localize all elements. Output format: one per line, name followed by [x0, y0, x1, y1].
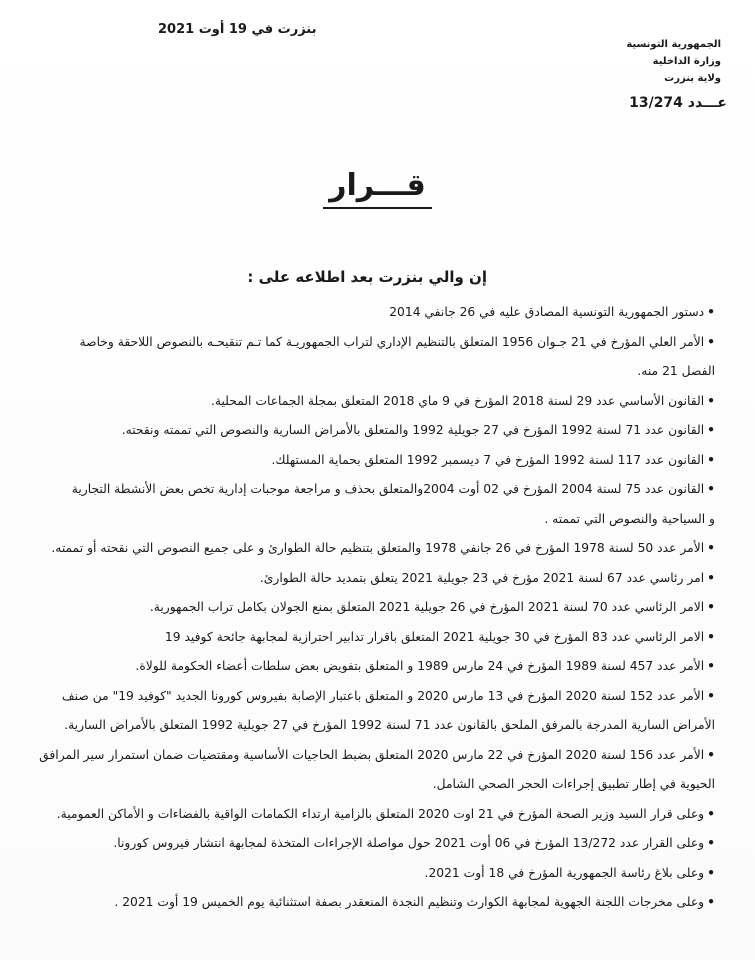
letterhead — [547, 36, 727, 111]
list-item-continuation: و السياحية والنصوص التي تممته . — [544, 511, 715, 526]
list-item-continuation: الحيوية في إطار تطبيق إجراءات الحجر الصحي الشامل. — [432, 777, 715, 791]
list-item-continuation: الفصل 21 منه. — [637, 364, 715, 378]
list-item: • وعلى القرار عدد 13/272 المؤرخ في 06 أوت 2021 حول مواصلة الإجراءات المتخذة لمجابهة انتشار فيروس كورونا. — [10, 829, 715, 859]
list-item: • الامر الرئاسي عدد 70 لسنة 2021 المؤرخ في 26 جويلية 2021 المتعلق بمنع الجولان بكامل تراب الجمهورية. — [10, 593, 715, 623]
document-title — [0, 168, 755, 203]
place-date: بنزرت في 19 أوت 2021 — [158, 22, 317, 37]
list-item: • وعلى مخرجات اللجنة الجهوية لمجابهة الكوارث وتنظيم النجدة المنعقدر بصفة استثنائية يوم الخميس 19 أوت 2021 . — [10, 888, 715, 918]
list-item: • دستور الجمهورية التونسية المصادق عليه في 26 جانفي 2014 — [10, 298, 715, 328]
list-item: • القانون عدد 117 لسنة 1992 المؤرخ في 7 ديسمبر 1992 المتعلق بحماية المستهلك. — [10, 446, 715, 476]
org-line-governorate: ولاية بنزرت — [664, 73, 721, 84]
intro-line: إن والي بنزرت بعد اطلاعه على : — [247, 268, 487, 286]
title-text: قـــرار — [323, 168, 432, 209]
list-item: • الأمر عدد 50 لسنة 1978 المؤرخ في 26 جانفي 1978 والمتعلق بتنظيم حالة الطوارئ و على جميع النصوص التي نقحته أو تممته. — [10, 534, 715, 564]
list-item: • وعلى بلاغ رئاسة الجمهورية المؤرخ في 18 أوت 2021. — [10, 859, 715, 889]
list-item: • القانون عدد 75 لسنة 2004 المؤرخ في 02 أوت 2004والمتعلق بحذف و مراجعة موجبات إدارية تخص بعض الأنشطة التجارية — [10, 475, 715, 505]
list-item: • القانون عدد 71 لسنة 1992 المؤرخ في 27 جويلية 1992 والمتعلق بالأمراض السارية والنصوص التي تممته ونقحته. — [10, 416, 715, 446]
list-item: • الأمر عدد 156 لسنة 2020 المؤرخ في 22 مارس 2020 المتعلق بضبط الحاجيات الأساسية ومقتضيات ضمان استمرار سير المرافق — [10, 741, 715, 771]
org-line-ministry: وزارة الداخلية — [652, 56, 721, 67]
preamble-list — [10, 298, 715, 918]
list-item: • الأمر عدد 152 لسنة 2020 المؤرخ في 13 مارس 2020 و المتعلق باعتبار الإصابة بفيروس كورونا الجديد "كوفيد 19" من صنف — [10, 682, 715, 712]
list-item: • القانون الأساسي عدد 29 لسنة 2018 المؤرخ في 9 ماي 2018 المتعلق بمجلة الجماعات المحلية. — [10, 387, 715, 417]
list-item: • امر رئاسي عدد 67 لسنة 2021 مؤرخ في 23 جويلية 2021 يتعلق بتمديد حالة الطوارئ. — [10, 564, 715, 594]
org-line-republic: الجمهورية التونسية — [626, 39, 721, 50]
list-item: • الامر الرئاسي عدد 83 المؤرخ في 30 جويلية 2021 المتعلق باقرار تدابير احترازية لمجابهة جائحة كوفيد 19 — [10, 623, 715, 653]
list-item: • وعلى قرار السيد وزير الصحة المؤرخ في 21 اوت 2020 المتعلق بالزامية ارتداء الكمامات الواقية بالفضاءات و الأماكن العمومية. — [10, 800, 715, 830]
list-item: • الأمر العلي المؤرخ في 21 جـوان 1956 المتعلق بالتنظيم الإداري لتراب الجمهوريـة كما تـم تنقيحـه بالنصوص اللاحقة وخاصة — [10, 328, 715, 358]
list-item-continuation: الأمراض السارية المدرجة بالمرفق الملحق بالقانون عدد 71 لسنة 1992 المؤرخ في 27 جويلية 1992 المتعلق بالأمراض السارية. — [64, 718, 715, 732]
list-item: • الأمر عدد 457 لسنة 1989 المؤرخ في 24 مارس 1989 و المتعلق بتفويض بعض سلطات أعضاء الحكومة للولاة. — [10, 652, 715, 682]
reference-number: عـــدد 13/274 — [629, 95, 727, 111]
